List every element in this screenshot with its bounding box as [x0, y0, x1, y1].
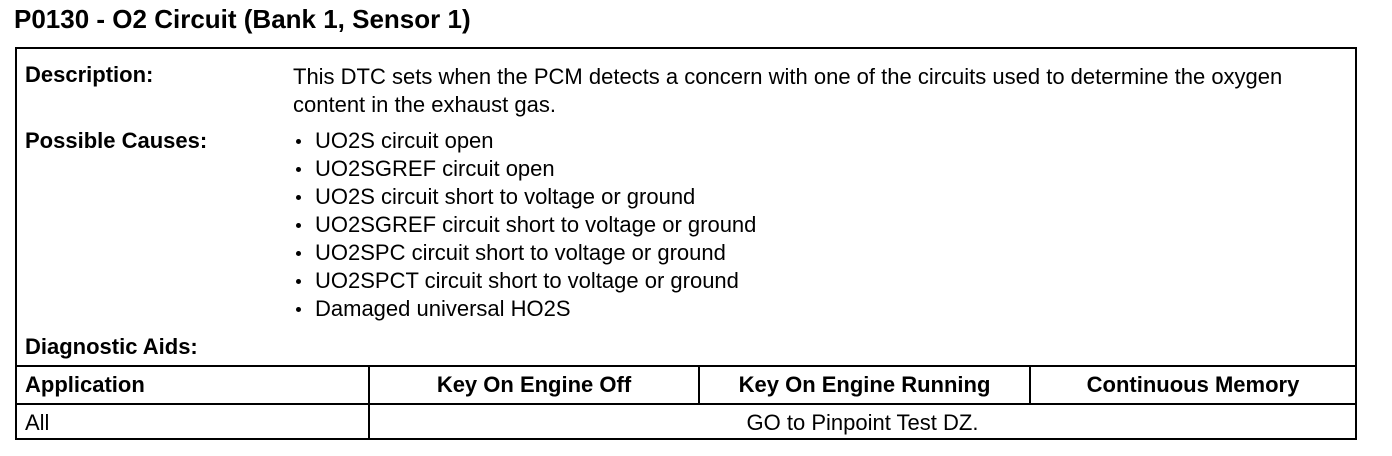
list-item: UO2SPCT circuit short to voltage or ground [293, 267, 756, 295]
diagnostic-aids-label: Diagnostic Aids: [25, 334, 198, 359]
column-header-continuous-memory: Continuous Memory [1086, 372, 1300, 397]
possible-causes-list [293, 127, 756, 323]
list-item: UO2SGREF circuit short to voltage or ground [293, 211, 756, 239]
dtc-info-box [15, 47, 1357, 440]
list-item: Damaged universal HO2S [293, 295, 756, 323]
list-item: UO2S circuit open [293, 127, 756, 155]
column-header-koer: Key On Engine Running [738, 372, 991, 397]
list-item: UO2SPC circuit short to voltage or ground [293, 239, 756, 267]
list-item: UO2S circuit short to voltage or ground [293, 183, 756, 211]
cell-action: GO to Pinpoint Test DZ. [746, 410, 979, 435]
column-header-application: Application [25, 372, 145, 397]
list-item: UO2SGREF circuit open [293, 155, 756, 183]
description-text: This DTC sets when the PCM detects a concern with one of the circuits used to determine the oxygen content in the exhaust gas. [293, 64, 1283, 117]
page-title: P0130 - O2 Circuit (Bank 1, Sensor 1) [14, 4, 471, 34]
possible-causes-label: Possible Causes: [25, 128, 208, 153]
column-header-koeo: Key On Engine Off [436, 372, 632, 397]
cell-application: All [25, 410, 50, 435]
description-label: Description: [25, 62, 154, 87]
